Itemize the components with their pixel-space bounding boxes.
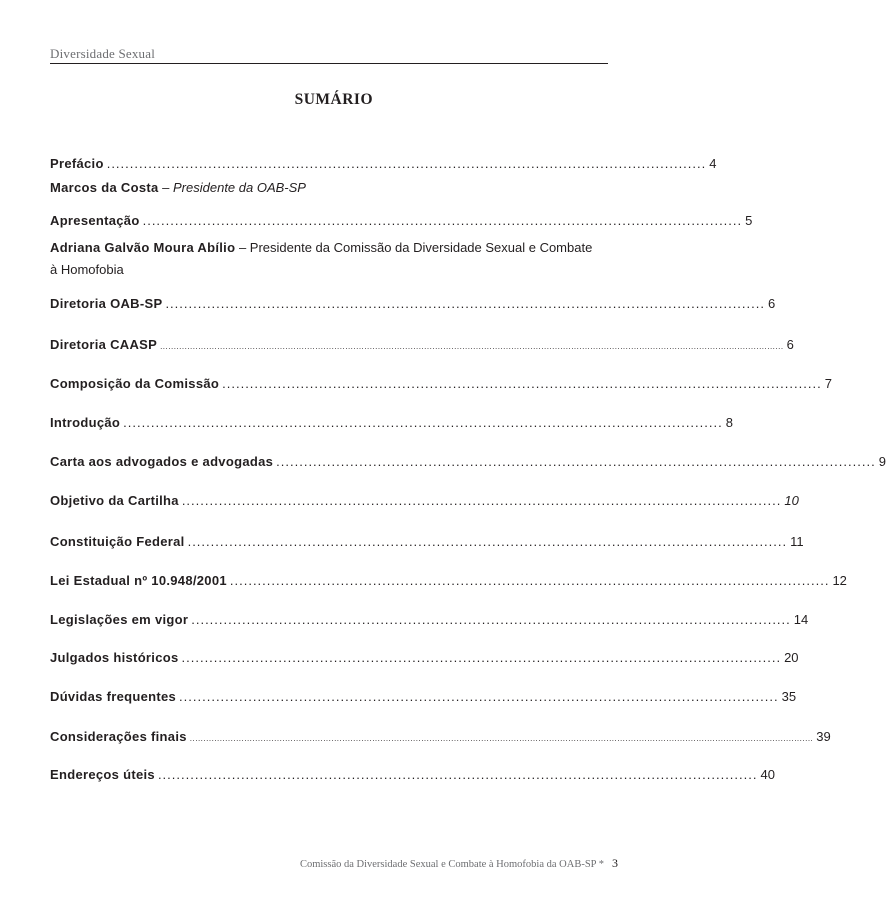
toc-entry-label: Apresentação	[50, 213, 140, 228]
dot-leader: ..................................................................................................................................	[142, 213, 743, 228]
author-separator: –	[158, 180, 174, 195]
author-role: Presidente da OAB-SP	[173, 180, 306, 195]
toc-entry-label: Endereços úteis	[50, 767, 155, 782]
author-name: Adriana Galvão Moura Abílio	[50, 240, 236, 255]
toc-entry-duvidas[interactable]	[50, 689, 797, 705]
toc-entry-label: Diretoria CAASP	[50, 337, 158, 352]
dot-leader: ..................................................................................................................................	[157, 767, 758, 782]
author-role: Presidente da Comissão da Diversidade Sexual e Combate à Homofobia	[50, 240, 593, 277]
toc-entry-page: 6	[786, 337, 794, 352]
toc-entry-page: 39	[816, 729, 831, 744]
toc-entry-composicao[interactable]	[50, 376, 832, 392]
toc-entry-legislacoes[interactable]	[50, 612, 809, 628]
toc-entry-label: Legislações em vigor	[50, 612, 189, 627]
dot-leader: ..................................................................................................................................	[165, 296, 765, 311]
toc-entry-page: 11	[790, 534, 804, 549]
author-separator: –	[235, 240, 250, 255]
toc-entry-diretoria-caasp[interactable]	[50, 337, 794, 355]
table-of-contents	[50, 0, 886, 915]
toc-entry-consideracoes[interactable]	[50, 729, 831, 747]
dot-leader: ..................................................................................................................................	[229, 573, 830, 588]
dot-leader: ..................................................................................................................................	[179, 689, 779, 704]
toc-entry-page: 20	[784, 650, 799, 665]
toc-entry-carta[interactable]	[50, 454, 886, 470]
page-footer	[300, 856, 618, 871]
toc-entry-page: 12	[832, 573, 847, 588]
toc-entry-page: 40	[760, 767, 775, 782]
toc-entry-label: Composição da Comissão	[50, 376, 220, 391]
page-title: SUMÁRIO	[294, 91, 373, 108]
toc-entry-label: Introdução	[50, 415, 121, 430]
dot-leader: ..................................................................................................................................	[123, 415, 723, 430]
dot-leader: .....................................................................................................................................................................................................................................	[189, 734, 814, 743]
toc-entry-label: Constituição Federal	[50, 534, 185, 549]
dot-leader: ..................................................................................................................................	[187, 534, 788, 549]
dot-leader: ..................................................................................................................................	[191, 612, 791, 627]
toc-entry-label: Diretoria OAB-SP	[50, 296, 163, 311]
toc-entry-label: Prefácio	[50, 156, 104, 171]
dot-leader: ..................................................................................................................................	[181, 493, 782, 508]
toc-entry-introducao[interactable]	[50, 415, 733, 431]
toc-entry-apresentacao[interactable]	[50, 213, 753, 229]
toc-entry-constituicao[interactable]	[50, 534, 804, 550]
toc-entry-page: 7	[824, 376, 832, 391]
toc-entry-enderecos[interactable]	[50, 767, 775, 783]
toc-entry-author	[50, 237, 603, 281]
toc-entry-page: 5	[745, 213, 753, 228]
toc-entry-page: 35	[781, 689, 797, 704]
toc-entry-label: Julgados históricos	[50, 650, 179, 665]
toc-entry-page: 9	[878, 454, 886, 469]
toc-entry-objetivo[interactable]	[50, 493, 799, 509]
toc-entry-label: Carta aos advogados e advogadas	[50, 454, 274, 469]
toc-entry-page: 8	[725, 415, 733, 430]
toc-entry-label: Objetivo da Cartilha	[50, 493, 179, 508]
dot-leader: ..................................................................................................................................	[106, 156, 707, 171]
toc-entry-label: Dúvidas frequentes	[50, 689, 177, 704]
dot-leader: ..................................................................................................................................	[222, 376, 822, 391]
toc-entry-label: Lei Estadual nº 10.948/2001	[50, 573, 227, 588]
toc-entry-page: 14	[793, 612, 809, 627]
toc-entry-page: 4	[709, 156, 717, 171]
toc-entry-page: 10	[784, 493, 799, 508]
toc-entry-julgados[interactable]	[50, 650, 799, 666]
dot-leader: ..................................................................................................................................	[276, 454, 876, 469]
page-number: 3	[612, 856, 618, 870]
toc-entry-page: 6	[767, 296, 776, 311]
toc-entry-label: Considerações finais	[50, 729, 187, 744]
dot-leader: ..................................................................................................................................	[181, 650, 782, 665]
toc-entry-lei-estadual[interactable]	[50, 573, 847, 589]
toc-entry-prefacio[interactable]	[50, 156, 717, 172]
toc-entry-author	[50, 180, 603, 196]
dot-leader: .....................................................................................................................................................................................................................................	[160, 342, 784, 351]
toc-entry-diretoria-oab[interactable]	[50, 296, 776, 312]
author-name: Marcos da Costa	[50, 180, 159, 195]
footer-text: Comissão da Diversidade Sexual e Combate à Homofobia da OAB-SP *	[299, 859, 604, 870]
running-header-title: Diversidade Sexual	[50, 46, 156, 61]
